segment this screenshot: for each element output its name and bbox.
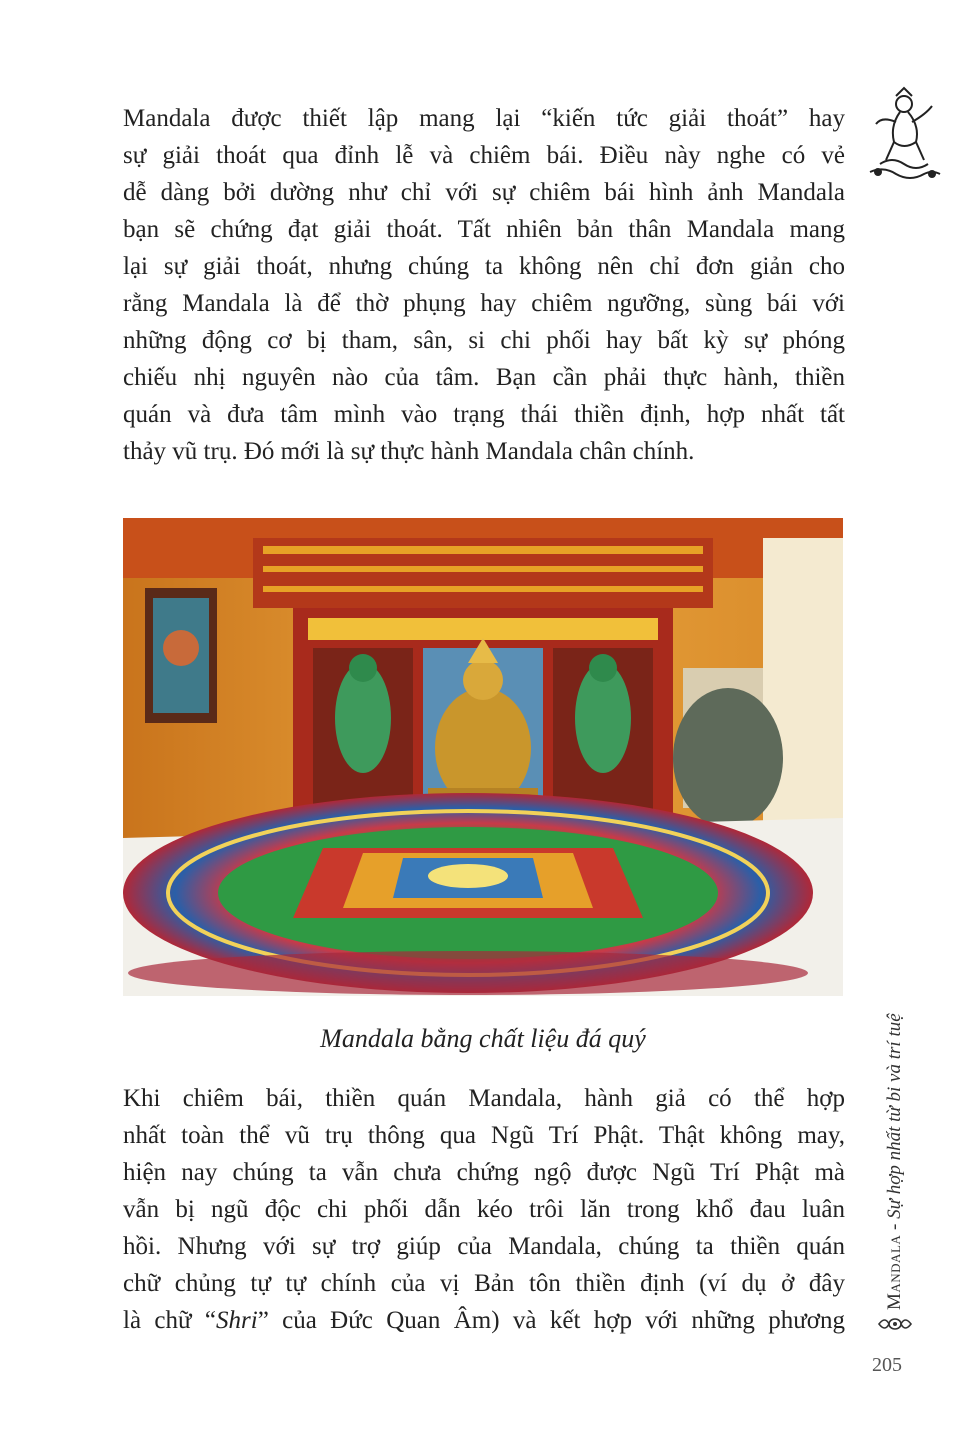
photo-caption: Mandala bằng chất liệu đá quý [320,1024,646,1053]
text-line: hồi. Nhưng với sự trợ giúp của Mandala, chúng ta thiền quán [123,1233,845,1260]
lotus-ornament-icon [875,1312,915,1336]
text-fragment: ” của Đức Quan Âm) và kết hợp với những phương [257,1307,845,1334]
text-line: Mandala được thiết lập mang lại “kiến tức giải thoát” hay [123,105,845,132]
book-subtitle: Sự hợp nhất từ bi và trí tuệ [884,1013,905,1219]
text-fragment: là chữ “ [123,1307,216,1334]
text-line: quán và đưa tâm mình vào trạng thái thiền định, hợp nhất tất [123,401,845,428]
paragraph-body [123,1080,845,1339]
deity-dancing-icon [860,86,944,186]
running-title [884,1013,906,1310]
page-number: 205 [872,1354,902,1376]
text-line: chữ chủng tự tự chính của vị Bản tôn thiền định (ví dụ ở đây [123,1270,845,1297]
text-line: chiếu nhị nguyên nào của tâm. Bạn cần phải thực hành, thiền [123,364,845,391]
text-line: những động cơ bị tham, sân, si chi phối hay bất kỳ sự phóng [123,327,845,354]
emphasis-text: Shri [216,1307,258,1334]
text-line: dễ dàng bởi dường như chỉ với sự chiêm bái hình ảnh Mandala [123,179,845,206]
mandala-photo-illustration [123,518,843,996]
text-line [123,1302,845,1339]
text-line: rằng Mandala là để thờ phụng hay chiêm ngưỡng, sùng bái với [123,290,845,317]
mandala-photo [123,518,843,996]
text-line: sự giải thoát qua đỉnh lễ và chiêm bái. Điều này nghe có vẻ [123,142,845,169]
paragraph-intro [123,100,845,470]
text-line: nhất toàn thể vũ trụ thông qua Ngũ Trí Phật. Thật không may, [123,1122,845,1149]
book-title: Mandala [884,1234,905,1310]
text-line: vẫn bị ngũ độc chi phối dẫn kéo trôi lăn trong khổ đau luân [123,1196,845,1223]
text-line: bạn sẽ chứng đạt giải thoát. Tất nhiên bản thân Mandala mang [123,216,845,243]
title-separator: - [884,1218,905,1235]
text-line: Khi chiêm bái, thiền quán Mandala, hành giả có thể hợp [123,1085,845,1112]
text-line: hiện nay chúng ta vẫn chưa chứng ngộ được Ngũ Trí Phật mà [123,1159,845,1186]
text-line: lại sự giải thoát, nhưng chúng ta không nên chỉ đơn giản cho [123,253,845,280]
text-line: thảy vũ trụ. Đó mới là sự thực hành Mandala chân chính. [123,438,695,465]
